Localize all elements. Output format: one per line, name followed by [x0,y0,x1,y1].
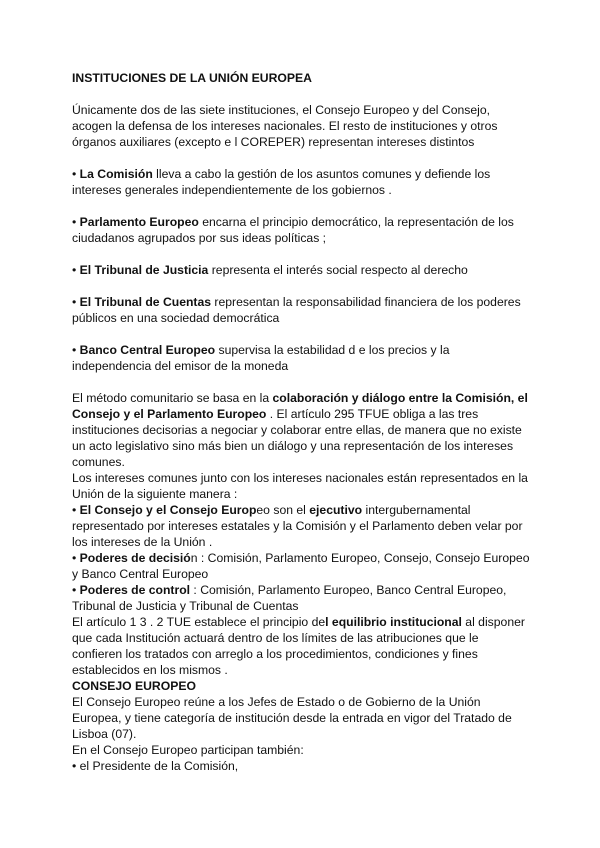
intro-paragraph: Únicamente dos de las siete instituciones, el Consejo Europeo y del Consejo, acogen la defensa de los intereses nacionales. El resto de instituciones y otros órganos auxiliares (excepto e l COREPER) representan intereses distintos [72,103,498,149]
institution-item-tribunal-cuentas [72,294,532,326]
method-text-post: . El artículo 295 TFUE obliga a las tres instituciones decisorias a negociar y colaborar entre ellas, de manera que no existe un acto legislativo sino más bien un diálogo y una representación de los intereses comunes. [72,407,522,469]
control-post-text: : Comisión, Parlamento Europeo, Banco Central Europeo, Tribunal de Justicia y Tribunal de Cuentas [72,583,507,613]
method-paragraph [72,390,532,470]
consejo-heading-text: CONSEJO EUROPEO [72,679,196,693]
document-body [72,70,532,774]
bullet: • [72,503,80,517]
bullet: • [72,551,80,565]
ejecutivo-bold-text: ejecutivo [309,503,363,517]
institution-item-banco-central [72,342,532,374]
institution-description: representan la responsabilidad financiera de los poderes públicos en una sociedad democrática [72,295,521,325]
consejo-europeo-heading [72,678,532,694]
consejo-europeo-paragraph: El Consejo Europeo reúne a los Jefes de Estado o de Gobierno de la Unión Europea, y tiene categoría de institución desde la entrada en vigor del Tratado de Lisboa (07). [72,695,512,741]
consejo-bold-text: El Consejo y el Consejo Europ [79,503,257,517]
article-text-pre: El artículo 1 3 . 2 TUE establece el principio de [72,615,326,629]
control-bold-text: Poderes de control [79,583,191,597]
article-paragraph [72,614,532,678]
method-text-pre: El método comunitario se basa en la [72,391,273,405]
bullet: • [72,295,80,309]
institution-name: El Tribunal de Cuentas [79,295,212,309]
bullet: • [72,583,80,597]
bullet: • [72,167,80,181]
institution-description: supervisa la estabilidad d e los precios y la independencia del emisor de la moneda [72,343,450,373]
institution-name: La Comisión [79,167,153,181]
institution-name: Parlamento Europeo [79,215,199,229]
institution-name: Banco Central Europeo [79,343,216,357]
participan-paragraph: En el Consejo Europeo participan también: [72,743,304,757]
document-title: INSTITUCIONES DE LA UNIÓN EUROPEA [72,71,312,85]
institution-item-parlamento [72,214,532,246]
article-text-bold: l equilibrio institucional [325,615,462,629]
decision-bold-text: Poderes de decisió [79,551,191,565]
method-text-bold: colaboración y diálogo entre la Comisión, el Consejo y el Parlamento Europeo [72,391,528,421]
bullet: • [72,215,80,229]
poderes-control-item [72,582,532,614]
institution-description: encarna el principio democrático, la representación de los ciudadanos agrupados por sus ideas políticas ; [72,215,514,245]
institution-name: El Tribunal de Justicia [79,263,209,277]
poderes-decision-item [72,550,532,582]
institution-description: representa el interés social respecto al derecho [208,263,468,277]
presidente-item: • el Presidente de la Comisión, [72,759,239,773]
institution-description: lleva a cabo la gestión de los asuntos comunes y defiende los intereses generales independientemente de los gobiernos . [72,167,491,197]
institution-item-tribunal-justicia [72,262,532,278]
interests-paragraph: Los intereses comunes junto con los intereses nacionales están representados en la Unión de la siguiente manera : [72,471,528,501]
decision-post-text: n : Comisión, Parlamento Europeo, Consejo, Consejo Europeo y Banco Central Europeo [72,551,530,581]
institution-item-comision [72,166,532,198]
consejo-mid-text: eo son el [256,503,310,517]
bullet: • [72,263,80,277]
article-text-post: al disponer que cada Institución actuará dentro de los límites de las atribuciones que le confieren los tratados con arreglo a los procedimientos, condiciones y fines establecidos en los mismos . [72,615,525,677]
bullet: • [72,343,80,357]
consejo-ejecutivo-item [72,502,532,550]
consejo-post-text: intergubernamental representado por intereses estatales y la Comisión y el Parlamento deben velar por los intereses de la Unión . [72,503,523,549]
